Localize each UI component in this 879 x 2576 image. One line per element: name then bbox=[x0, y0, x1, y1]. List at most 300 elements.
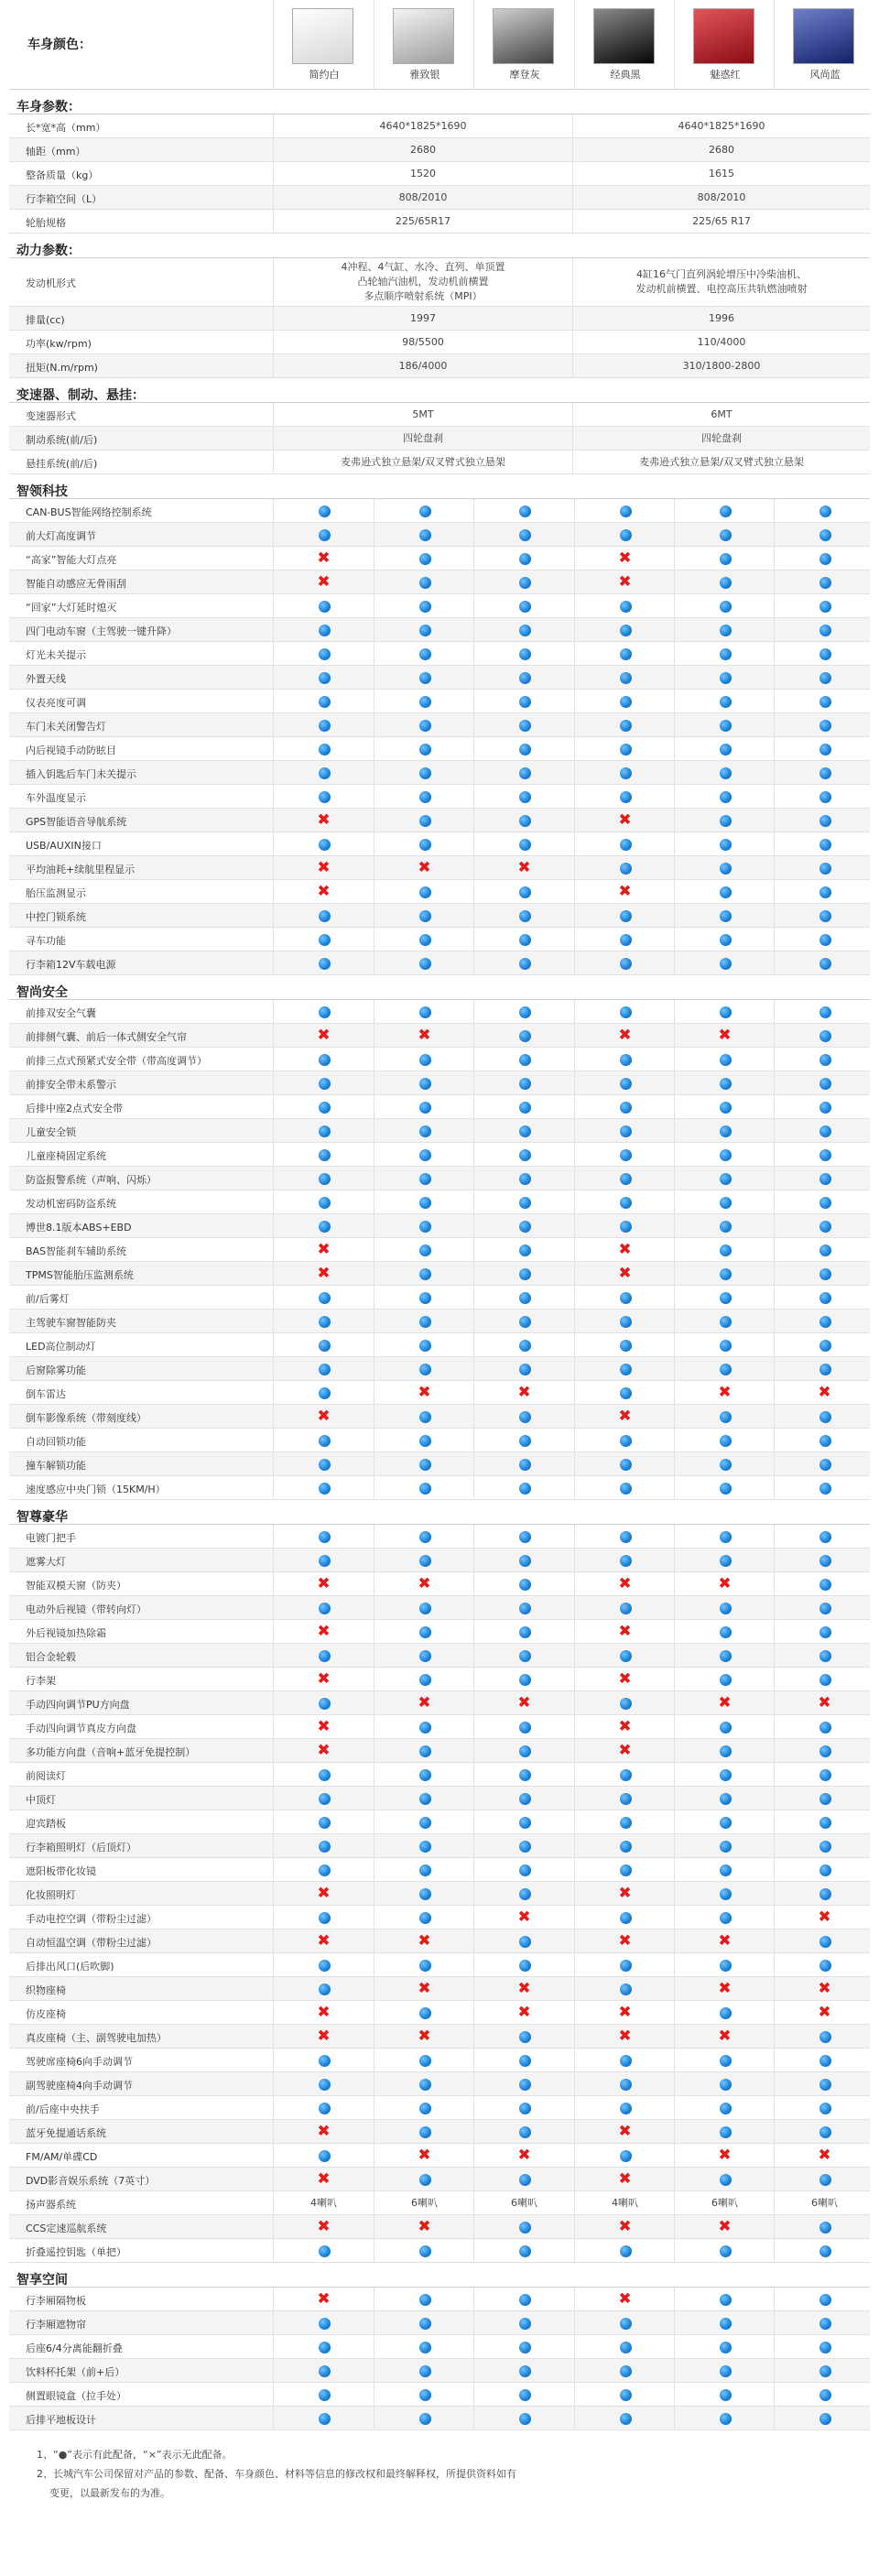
feature-cell bbox=[473, 880, 574, 903]
feature-cell bbox=[774, 1549, 874, 1571]
feature-cell bbox=[273, 1715, 374, 1738]
feature-cell bbox=[473, 1071, 574, 1094]
available-dot-icon bbox=[519, 1936, 531, 1948]
feature-cell bbox=[774, 713, 874, 736]
feature-cell bbox=[774, 1715, 874, 1738]
feature-cell bbox=[374, 1906, 474, 1929]
unavailable-cross-icon: ✖ bbox=[418, 1574, 431, 1592]
available-dot-icon bbox=[819, 1888, 831, 1900]
feature-cell bbox=[574, 1405, 675, 1428]
feature-cell bbox=[674, 2191, 775, 2214]
feature-cell bbox=[374, 1238, 474, 1261]
feature-cell bbox=[674, 523, 775, 546]
feature-cell bbox=[774, 1214, 874, 1237]
available-dot-icon bbox=[419, 791, 431, 803]
available-dot-icon bbox=[620, 1650, 632, 1662]
feature-cell bbox=[374, 2144, 474, 2167]
feature-cell bbox=[674, 1357, 775, 1380]
feature-cell bbox=[273, 1262, 374, 1285]
available-dot-icon bbox=[720, 625, 732, 636]
row-label: 整备质量（kg） bbox=[26, 169, 99, 181]
feature-cell bbox=[273, 571, 374, 593]
feature-cell bbox=[774, 2144, 874, 2167]
spec-row bbox=[9, 114, 870, 138]
available-dot-icon bbox=[720, 577, 732, 589]
available-dot-icon bbox=[819, 1221, 831, 1233]
feature-cell bbox=[273, 499, 374, 522]
color-option[interactable] bbox=[674, 0, 776, 89]
feature-row bbox=[9, 809, 870, 832]
available-dot-icon bbox=[319, 672, 331, 684]
unavailable-cross-icon: ✖ bbox=[718, 2027, 732, 2045]
feature-cell bbox=[574, 618, 675, 641]
unavailable-cross-icon: ✖ bbox=[418, 2146, 431, 2164]
available-dot-icon bbox=[819, 1555, 831, 1567]
available-dot-icon bbox=[819, 648, 831, 660]
row-label: 仿皮座椅 bbox=[26, 2008, 66, 2020]
available-dot-icon bbox=[819, 2103, 831, 2114]
feature-row bbox=[9, 1953, 870, 1977]
feature-cell bbox=[574, 1357, 675, 1380]
available-dot-icon bbox=[519, 553, 531, 565]
color-option[interactable] bbox=[574, 0, 676, 89]
available-dot-icon bbox=[519, 529, 531, 541]
available-dot-icon bbox=[620, 2318, 632, 2330]
feature-cell bbox=[674, 2215, 775, 2238]
feature-cell bbox=[374, 880, 474, 903]
available-dot-icon bbox=[819, 2031, 831, 2043]
feature-cell bbox=[473, 499, 574, 522]
feature-cell bbox=[473, 1262, 574, 1285]
unavailable-cross-icon: ✖ bbox=[317, 810, 331, 829]
feature-cell bbox=[774, 737, 874, 760]
spec-row bbox=[9, 210, 870, 234]
row-label: “回家”大灯延时熄灭 bbox=[26, 602, 117, 614]
color-swatch[interactable] bbox=[593, 8, 655, 64]
feature-cell bbox=[273, 1691, 374, 1714]
feature-row bbox=[9, 2120, 870, 2144]
color-swatch[interactable] bbox=[793, 8, 854, 64]
available-dot-icon bbox=[419, 2294, 431, 2306]
row-label: 功率(kw/rpm) bbox=[26, 338, 92, 350]
feature-cell bbox=[374, 2096, 474, 2119]
feature-cell bbox=[574, 761, 675, 784]
available-dot-icon bbox=[319, 1435, 331, 1447]
color-swatch[interactable] bbox=[693, 8, 754, 64]
feature-row bbox=[9, 880, 870, 904]
feature-cell bbox=[473, 1739, 574, 1762]
feature-cell bbox=[374, 1644, 474, 1667]
feature-cell bbox=[273, 856, 374, 879]
available-dot-icon bbox=[519, 910, 531, 922]
feature-cell bbox=[273, 1071, 374, 1094]
feature-cell bbox=[774, 594, 874, 617]
available-dot-icon bbox=[519, 2342, 531, 2353]
feature-cell bbox=[473, 2096, 574, 2119]
section-title: 智领科技 bbox=[16, 484, 68, 499]
available-dot-icon bbox=[720, 2389, 732, 2401]
available-dot-icon bbox=[419, 601, 431, 613]
feature-cell bbox=[374, 1668, 474, 1690]
unavailable-cross-icon: ✖ bbox=[317, 1407, 331, 1425]
spec-value-gasoline bbox=[273, 354, 572, 377]
available-dot-icon bbox=[519, 1603, 531, 1614]
available-dot-icon bbox=[720, 1674, 732, 1686]
spec-value: 1996 bbox=[709, 311, 734, 324]
feature-row bbox=[9, 1644, 870, 1668]
available-dot-icon bbox=[519, 1960, 531, 1972]
available-dot-icon bbox=[720, 2103, 732, 2114]
available-dot-icon bbox=[620, 2413, 632, 2425]
row-label: 前排侧气囊、前后一体式侧安全气帘 bbox=[26, 1031, 187, 1043]
row-label: 扬声器系统 bbox=[26, 2199, 76, 2211]
color-option[interactable] bbox=[374, 0, 475, 89]
section-title: 动力参数： bbox=[16, 244, 81, 258]
spec-value-diesel bbox=[572, 331, 870, 353]
feature-row bbox=[9, 832, 870, 856]
feature-cell bbox=[273, 1048, 374, 1071]
feature-cell bbox=[273, 1620, 374, 1643]
available-dot-icon bbox=[620, 744, 632, 755]
available-dot-icon bbox=[819, 601, 831, 613]
feature-cell bbox=[774, 1143, 874, 1166]
feature-row bbox=[9, 1763, 870, 1787]
row-label: 前排双安全气囊 bbox=[26, 1007, 96, 1019]
footnote: 1、“●”表示有此配备，“×”表示无此配备。 bbox=[37, 2449, 233, 2461]
spec-value-diesel bbox=[572, 451, 870, 473]
feature-cell bbox=[574, 1119, 675, 1142]
row-label: 排量(cc) bbox=[26, 314, 65, 326]
row-label: 前/后雾灯 bbox=[26, 1293, 70, 1305]
feature-cell bbox=[374, 2049, 474, 2071]
feature-cell bbox=[374, 2168, 474, 2190]
feature-cell bbox=[674, 1715, 775, 1738]
unavailable-cross-icon: ✖ bbox=[618, 1717, 632, 1735]
available-dot-icon bbox=[519, 1793, 531, 1805]
feature-row bbox=[9, 1476, 870, 1500]
color-swatch[interactable] bbox=[493, 8, 554, 64]
feature-cell bbox=[674, 737, 775, 760]
feature-cell bbox=[374, 1929, 474, 1952]
available-dot-icon bbox=[819, 934, 831, 946]
speaker-count: 6喇叭 bbox=[411, 2196, 438, 2209]
feature-cell bbox=[574, 1024, 675, 1047]
feature-cell bbox=[574, 1739, 675, 1762]
feature-cell bbox=[273, 1763, 374, 1786]
section-header bbox=[9, 234, 870, 258]
row-label: 前阅读灯 bbox=[26, 1770, 66, 1782]
feature-cell bbox=[473, 1572, 574, 1595]
feature-cell bbox=[273, 904, 374, 927]
feature-cell bbox=[674, 2144, 775, 2167]
feature-cell bbox=[574, 1310, 675, 1332]
feature-cell bbox=[273, 2120, 374, 2143]
available-dot-icon bbox=[819, 1435, 831, 1447]
feature-cell bbox=[774, 1620, 874, 1643]
feature-cell bbox=[273, 1476, 374, 1499]
available-dot-icon bbox=[819, 2294, 831, 2306]
unavailable-cross-icon: ✖ bbox=[618, 1622, 632, 1640]
available-dot-icon bbox=[720, 505, 732, 517]
feature-cell bbox=[473, 785, 574, 808]
available-dot-icon bbox=[620, 1793, 632, 1805]
row-label: LED高位制动灯 bbox=[26, 1341, 96, 1353]
unavailable-cross-icon: ✖ bbox=[718, 1693, 732, 1712]
feature-cell bbox=[574, 2001, 675, 2024]
row-label: 发动机形式 bbox=[26, 277, 76, 289]
feature-row bbox=[9, 761, 870, 785]
feature-cell bbox=[674, 2072, 775, 2095]
available-dot-icon bbox=[819, 1650, 831, 1662]
spec-value: 808/2010 bbox=[697, 190, 746, 203]
feature-cell bbox=[674, 2335, 775, 2358]
feature-cell bbox=[374, 1214, 474, 1237]
available-dot-icon bbox=[819, 1173, 831, 1185]
available-dot-icon bbox=[419, 2318, 431, 2330]
available-dot-icon bbox=[419, 1221, 431, 1233]
available-dot-icon bbox=[819, 2222, 831, 2234]
available-dot-icon bbox=[519, 1411, 531, 1423]
available-dot-icon bbox=[519, 1555, 531, 1567]
feature-cell bbox=[574, 2120, 675, 2143]
unavailable-cross-icon: ✖ bbox=[618, 1240, 632, 1258]
feature-cell bbox=[574, 666, 675, 689]
feature-cell bbox=[574, 1214, 675, 1237]
available-dot-icon bbox=[419, 767, 431, 779]
feature-cell bbox=[674, 690, 775, 712]
feature-cell bbox=[774, 2288, 874, 2310]
feature-cell bbox=[374, 2191, 474, 2214]
row-label: 副驾驶座椅4向手动调节 bbox=[26, 2080, 133, 2092]
available-dot-icon bbox=[319, 791, 331, 803]
row-label: 自动恒温空调（带粉尘过滤） bbox=[26, 1937, 157, 1949]
feature-cell bbox=[473, 1715, 574, 1738]
feature-cell bbox=[674, 1238, 775, 1261]
feature-cell bbox=[574, 499, 675, 522]
feature-cell bbox=[374, 1549, 474, 1571]
row-label: 行李厢隔物板 bbox=[26, 2295, 86, 2307]
feature-cell bbox=[674, 2407, 775, 2429]
feature-row bbox=[9, 2288, 870, 2311]
row-label: 寻车功能 bbox=[26, 935, 66, 947]
available-dot-icon bbox=[720, 2294, 732, 2306]
available-dot-icon bbox=[419, 815, 431, 827]
speaker-count: 6喇叭 bbox=[711, 2196, 738, 2209]
available-dot-icon bbox=[819, 1674, 831, 1686]
feature-row bbox=[9, 2072, 870, 2096]
available-dot-icon bbox=[319, 2318, 331, 2330]
available-dot-icon bbox=[620, 2079, 632, 2091]
available-dot-icon bbox=[720, 886, 732, 898]
feature-cell bbox=[273, 1429, 374, 1451]
feature-cell bbox=[374, 904, 474, 927]
unavailable-cross-icon: ✖ bbox=[517, 1693, 531, 1712]
feature-cell bbox=[774, 1977, 874, 2000]
feature-cell bbox=[374, 666, 474, 689]
feature-cell bbox=[374, 1691, 474, 1714]
feature-row bbox=[9, 642, 870, 666]
row-label: 扭矩(N.m/rpm) bbox=[26, 362, 98, 374]
available-dot-icon bbox=[819, 553, 831, 565]
feature-cell bbox=[774, 832, 874, 855]
feature-cell bbox=[273, 2191, 374, 2214]
feature-cell bbox=[473, 547, 574, 570]
available-dot-icon bbox=[819, 1603, 831, 1614]
unavailable-cross-icon: ✖ bbox=[517, 1383, 531, 1401]
feature-cell bbox=[473, 618, 574, 641]
feature-cell bbox=[674, 2096, 775, 2119]
unavailable-cross-icon: ✖ bbox=[418, 1693, 431, 1712]
unavailable-cross-icon: ✖ bbox=[317, 549, 331, 567]
available-dot-icon bbox=[319, 1364, 331, 1375]
available-dot-icon bbox=[419, 1769, 431, 1781]
feature-row bbox=[9, 1119, 870, 1143]
feature-cell bbox=[574, 1381, 675, 1404]
feature-cell bbox=[574, 1596, 675, 1619]
color-swatch[interactable] bbox=[292, 8, 353, 64]
feature-cell bbox=[674, 1787, 775, 1810]
available-dot-icon bbox=[419, 1411, 431, 1423]
unavailable-cross-icon: ✖ bbox=[818, 1383, 831, 1401]
color-option[interactable] bbox=[273, 0, 374, 89]
spec-row bbox=[9, 307, 870, 331]
feature-cell bbox=[273, 1810, 374, 1833]
available-dot-icon bbox=[319, 2342, 331, 2353]
available-dot-icon bbox=[620, 1364, 632, 1375]
available-dot-icon bbox=[519, 1292, 531, 1304]
color-option[interactable] bbox=[473, 0, 575, 89]
available-dot-icon bbox=[620, 2055, 632, 2067]
available-dot-icon bbox=[419, 886, 431, 898]
unavailable-cross-icon: ✖ bbox=[317, 1931, 331, 1950]
available-dot-icon bbox=[620, 1006, 632, 1018]
feature-cell bbox=[774, 761, 874, 784]
available-dot-icon bbox=[620, 1078, 632, 1090]
color-name: 简约白 bbox=[309, 69, 340, 81]
feature-cell bbox=[774, 1834, 874, 1857]
feature-row bbox=[9, 523, 870, 547]
feature-cell bbox=[273, 1000, 374, 1023]
color-swatch[interactable] bbox=[393, 8, 454, 64]
feature-cell bbox=[273, 1525, 374, 1548]
feature-cell bbox=[273, 1739, 374, 1762]
feature-cell bbox=[674, 571, 775, 593]
row-label: 铝合金轮毂 bbox=[26, 1651, 76, 1663]
feature-cell bbox=[473, 690, 574, 712]
feature-row bbox=[9, 2001, 870, 2025]
available-dot-icon bbox=[620, 1459, 632, 1471]
unavailable-cross-icon: ✖ bbox=[618, 882, 632, 900]
available-dot-icon bbox=[319, 1698, 331, 1710]
feature-cell bbox=[774, 1000, 874, 1023]
available-dot-icon bbox=[519, 1459, 531, 1471]
feature-cell bbox=[574, 1333, 675, 1356]
unavailable-cross-icon: ✖ bbox=[618, 1669, 632, 1688]
available-dot-icon bbox=[419, 1603, 431, 1614]
feature-cell bbox=[574, 1262, 675, 1285]
feature-cell bbox=[273, 1572, 374, 1595]
feature-cell bbox=[674, 1310, 775, 1332]
feature-cell bbox=[674, 1476, 775, 1499]
available-dot-icon bbox=[319, 601, 331, 613]
row-label: 倒车影像系统（带刻度线） bbox=[26, 1412, 146, 1424]
available-dot-icon bbox=[720, 863, 732, 875]
feature-cell bbox=[273, 666, 374, 689]
available-dot-icon bbox=[819, 625, 831, 636]
feature-cell bbox=[374, 1834, 474, 1857]
feature-cell bbox=[774, 1357, 874, 1380]
feature-cell bbox=[574, 1095, 675, 1118]
feature-cell bbox=[374, 547, 474, 570]
feature-cell bbox=[473, 1668, 574, 1690]
spec-value: 1520 bbox=[410, 167, 436, 179]
feature-row bbox=[9, 1214, 870, 1238]
feature-cell bbox=[774, 1929, 874, 1952]
spec-value: 225/65 R17 bbox=[692, 214, 751, 227]
feature-cell bbox=[574, 1238, 675, 1261]
feature-cell bbox=[473, 1310, 574, 1332]
available-dot-icon bbox=[319, 1769, 331, 1781]
row-label: 变速器形式 bbox=[26, 410, 76, 422]
available-dot-icon bbox=[819, 2245, 831, 2257]
feature-cell bbox=[774, 2096, 874, 2119]
feature-cell bbox=[374, 1167, 474, 1190]
feature-cell bbox=[674, 2025, 775, 2048]
feature-cell bbox=[574, 809, 675, 831]
available-dot-icon bbox=[419, 1054, 431, 1066]
feature-cell bbox=[574, 571, 675, 593]
feature-cell bbox=[674, 1071, 775, 1094]
unavailable-cross-icon: ✖ bbox=[418, 1931, 431, 1950]
available-dot-icon bbox=[419, 1078, 431, 1090]
feature-cell bbox=[273, 2215, 374, 2238]
available-dot-icon bbox=[620, 601, 632, 613]
feature-cell bbox=[774, 2168, 874, 2190]
feature-row bbox=[9, 904, 870, 928]
section-title: 智尊豪华 bbox=[16, 1510, 68, 1525]
spec-value-gasoline bbox=[273, 138, 572, 161]
available-dot-icon bbox=[819, 1125, 831, 1137]
available-dot-icon bbox=[819, 1769, 831, 1781]
spec-value-gasoline bbox=[273, 403, 572, 426]
feature-cell bbox=[774, 1572, 874, 1595]
feature-cell bbox=[374, 2072, 474, 2095]
available-dot-icon bbox=[419, 696, 431, 708]
feature-cell bbox=[374, 1525, 474, 1548]
feature-cell bbox=[473, 1000, 574, 1023]
feature-cell bbox=[273, 1405, 374, 1428]
available-dot-icon bbox=[720, 1245, 732, 1256]
feature-cell bbox=[273, 1333, 374, 1356]
available-dot-icon bbox=[819, 815, 831, 827]
row-label: 车外温度显示 bbox=[26, 792, 86, 804]
feature-cell bbox=[674, 1286, 775, 1309]
available-dot-icon bbox=[819, 1268, 831, 1280]
available-dot-icon bbox=[720, 1149, 732, 1161]
feature-cell bbox=[374, 1739, 474, 1762]
available-dot-icon bbox=[519, 1674, 531, 1686]
feature-cell bbox=[774, 1691, 874, 1714]
available-dot-icon bbox=[620, 1149, 632, 1161]
feature-row bbox=[9, 1977, 870, 2001]
available-dot-icon bbox=[819, 910, 831, 922]
available-dot-icon bbox=[620, 2245, 632, 2257]
available-dot-icon bbox=[519, 1888, 531, 1900]
unavailable-cross-icon: ✖ bbox=[718, 1026, 732, 1044]
available-dot-icon bbox=[819, 1245, 831, 1256]
color-option[interactable] bbox=[774, 0, 875, 89]
spec-value-gasoline bbox=[273, 162, 572, 185]
